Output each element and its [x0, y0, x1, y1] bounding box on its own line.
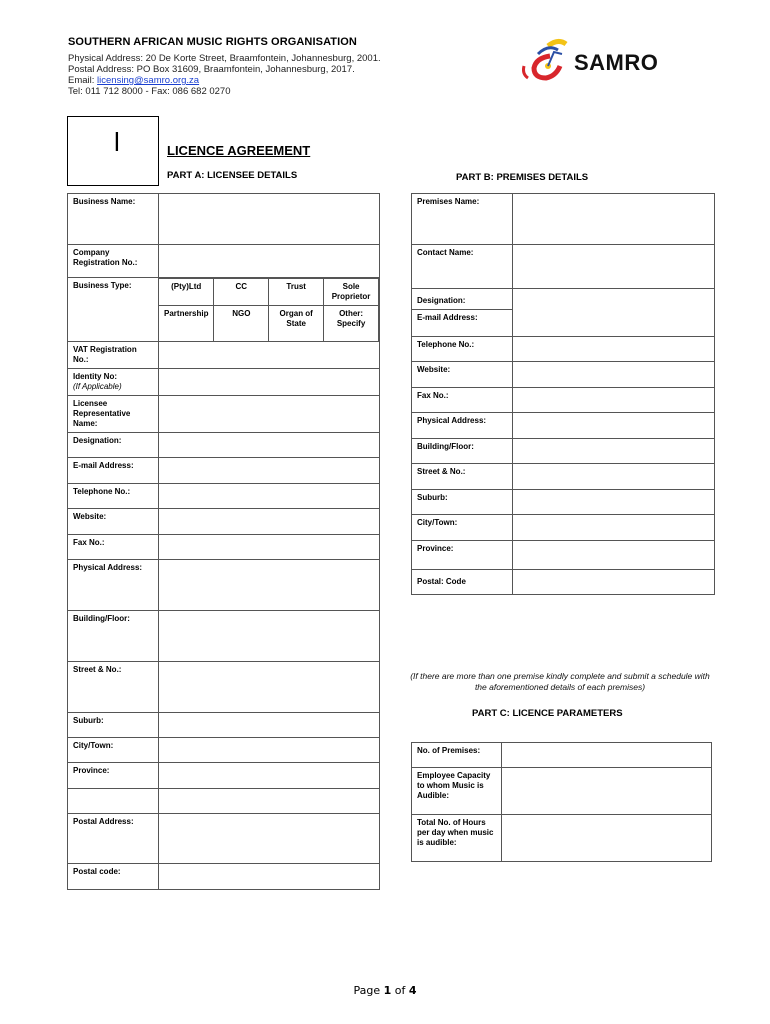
field-premises-telephone[interactable] [513, 337, 715, 362]
label-premises-name: Premises Name: [412, 194, 513, 245]
label-company-reg: Company Registration No.: [68, 245, 159, 278]
label-suburb: Suburb: [68, 712, 159, 737]
field-fax[interactable] [159, 534, 380, 559]
field-postal-address[interactable] [159, 813, 380, 863]
label-vat: VAT Registration No.: [68, 341, 159, 368]
label-street: Street & No.: [68, 661, 159, 712]
form-code: l [114, 127, 120, 157]
label-business-type: Business Type: [68, 278, 159, 342]
field-premises-fax[interactable] [513, 388, 715, 413]
label-building: Building/Floor: [68, 610, 159, 661]
label-province: Province: [68, 762, 159, 788]
label-contact-name: Contact Name: [412, 245, 513, 289]
field-city[interactable] [159, 737, 380, 762]
form-code-box [67, 116, 159, 186]
field-premises-physical[interactable] [513, 413, 715, 439]
label-premises-province: Province: [412, 541, 513, 570]
field-company-reg[interactable] [159, 245, 380, 278]
part-b-heading: PART B: PREMISES DETAILS [456, 172, 589, 183]
field-hours-per-day[interactable] [502, 815, 712, 862]
label-premises-street: Street & No.: [412, 464, 513, 490]
label-telephone: Telephone No.: [68, 483, 159, 508]
physical-address: Physical Address: 20 De Korte Street, Braamfontein, Johannesburg, 2001. [68, 53, 381, 64]
logo-text: SAMRO [574, 50, 659, 75]
postal-address: Postal Address: PO Box 31609, Braamfontein, Johannesburg, 2017. [68, 64, 355, 75]
option-trust[interactable]: Trust [269, 279, 324, 306]
business-type-options [159, 278, 380, 342]
field-no-of-premises[interactable] [502, 743, 712, 768]
label-physical-address: Physical Address: [68, 559, 159, 610]
page-number [0, 984, 770, 997]
field-premises-suburb[interactable] [513, 490, 715, 515]
field-identity[interactable] [159, 368, 380, 395]
label-rep-name: Licensee Representative Name: [68, 395, 159, 432]
label-premises-physical: Physical Address: [412, 413, 513, 439]
premises-details-table [411, 193, 715, 595]
email-label: Email: [68, 75, 98, 86]
label-fax: Fax No.: [68, 534, 159, 559]
field-street[interactable] [159, 661, 380, 712]
label-hours-per-day: Total No. of Hours per day when music is audible: [412, 815, 502, 862]
label-premises-email: E-mail Address: [412, 310, 513, 337]
licence-parameters-table [411, 742, 712, 862]
page-prefix: Page [353, 984, 384, 997]
field-postal-code[interactable] [159, 863, 380, 889]
field-province[interactable] [159, 762, 380, 788]
label-premises-city: City/Town: [412, 515, 513, 541]
field-premises-website[interactable] [513, 362, 715, 388]
field-telephone[interactable] [159, 483, 380, 508]
label-email: E-mail Address: [68, 457, 159, 483]
label-no-of-premises: No. of Premises: [412, 743, 502, 768]
label-premises-designation: Designation: [412, 289, 513, 310]
option-ngo[interactable]: NGO [214, 306, 269, 341]
field-building[interactable] [159, 610, 380, 661]
field-rep-name[interactable] [159, 395, 380, 432]
label-identity [68, 368, 159, 395]
field-premises-postal-code[interactable] [513, 570, 715, 595]
label-employee-capacity: Employee Capacity to whom Music is Audible: [412, 768, 502, 815]
licensee-details-table [67, 193, 380, 890]
label-website: Website: [68, 508, 159, 534]
label-premises-building: Building/Floor: [412, 439, 513, 464]
field-suburb[interactable] [159, 712, 380, 737]
field-premises-building[interactable] [513, 439, 715, 464]
identity-note: (If Applicable) [73, 381, 122, 391]
label-premises-fax: Fax No.: [412, 388, 513, 413]
page-current: 1 [383, 984, 392, 997]
label-postal-code: Postal code: [68, 863, 159, 889]
label-designation: Designation: [68, 432, 159, 457]
page-title: LICENCE AGREEMENT [167, 143, 311, 158]
field-contact-name[interactable] [513, 245, 715, 289]
label-postal-address: Postal Address: [68, 813, 159, 863]
premises-note: (If there are more than one premise kindly complete and submit a schedule with the aforementioned details of each premises) [410, 671, 710, 692]
field-website[interactable] [159, 508, 380, 534]
field-designation[interactable] [159, 432, 380, 457]
page-of: of [391, 984, 409, 997]
field-employee-capacity[interactable] [502, 768, 712, 815]
email-line [68, 75, 199, 86]
field-physical-address[interactable] [159, 559, 380, 610]
part-c-heading: PART C: LICENCE PARAMETERS [472, 708, 623, 719]
identity-label-text: Identity No: [73, 371, 117, 381]
option-organ-of-state[interactable]: Organ of State [269, 306, 324, 341]
field-premises-street[interactable] [513, 464, 715, 490]
option-cc[interactable]: CC [214, 279, 269, 306]
field-vat[interactable] [159, 341, 380, 368]
tel-fax: Tel: 011 712 8000 - Fax: 086 682 0270 [68, 86, 231, 97]
label-city: City/Town: [68, 737, 159, 762]
part-a-heading: PART A: LICENSEE DETAILS [167, 170, 298, 181]
label-premises-postal-code: Postal: Code [412, 570, 513, 595]
field-business-name[interactable] [159, 194, 380, 245]
field-premises-designation[interactable] [513, 289, 715, 337]
option-pty-ltd[interactable]: (Pty)Ltd [159, 279, 214, 306]
field-premises-province[interactable] [513, 541, 715, 570]
label-premises-website: Website: [412, 362, 513, 388]
field-premises-city[interactable] [513, 515, 715, 541]
label-province-extra [68, 788, 159, 813]
option-other-specify[interactable]: Other: Specify [324, 306, 379, 341]
field-province-extra[interactable] [159, 788, 380, 813]
option-partnership[interactable]: Partnership [159, 306, 214, 341]
option-sole-proprietor[interactable]: Sole Proprietor [324, 279, 379, 306]
label-premises-suburb: Suburb: [412, 490, 513, 515]
org-name: SOUTHERN AFRICAN MUSIC RIGHTS ORGANISATION [68, 36, 357, 48]
label-premises-telephone: Telephone No.: [412, 337, 513, 362]
field-premises-name[interactable] [513, 194, 715, 245]
field-email[interactable] [159, 457, 380, 483]
label-business-name: Business Name: [68, 194, 159, 245]
email-link[interactable]: licensing@samro.org.za [97, 75, 200, 86]
page-total: 4 [408, 984, 417, 997]
